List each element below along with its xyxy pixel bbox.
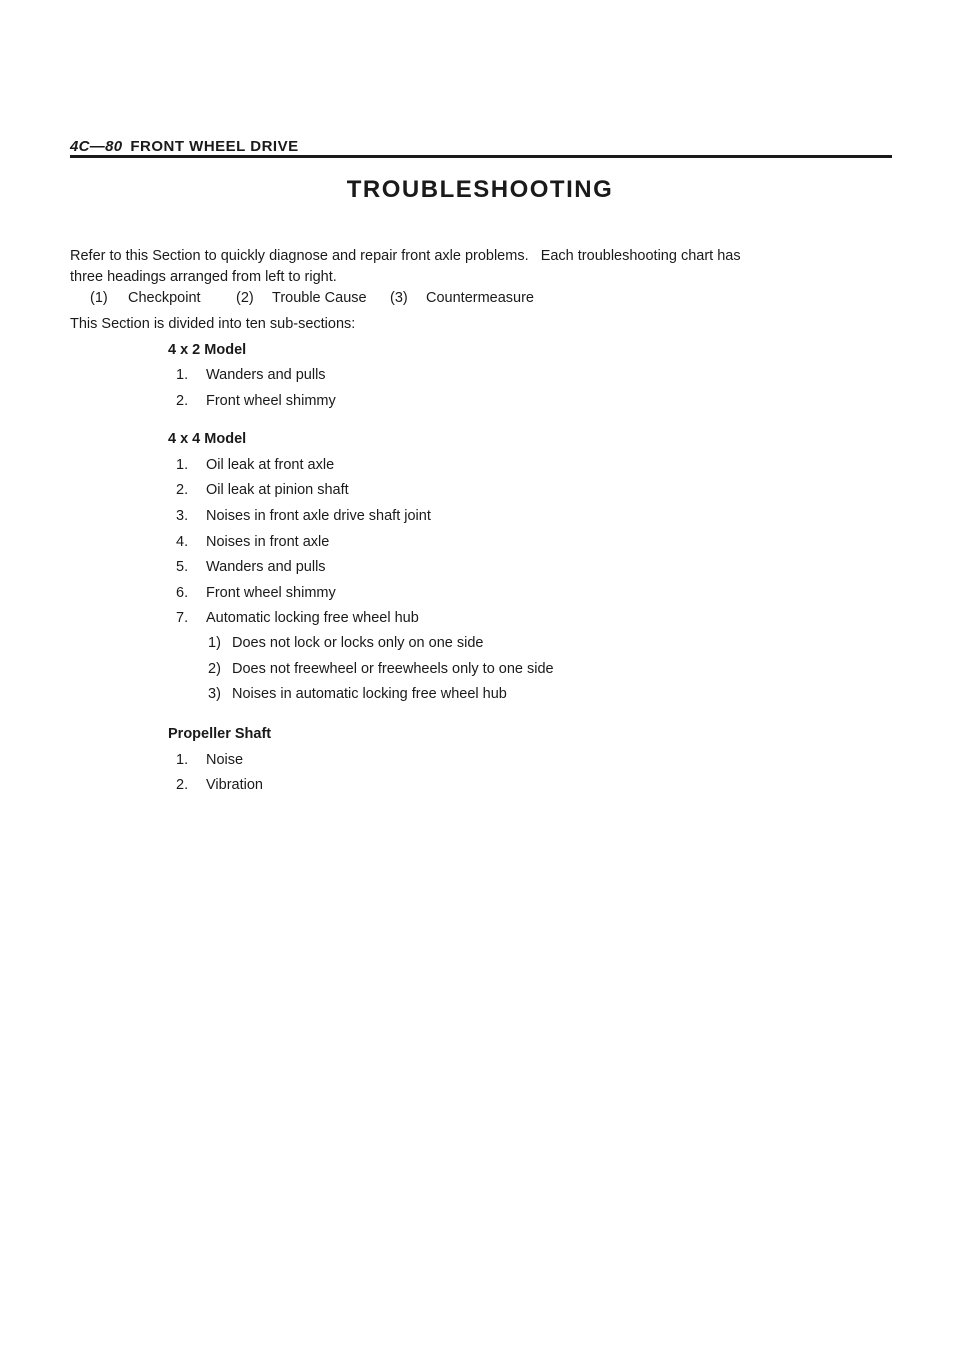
- item-number: 5.: [176, 559, 189, 575]
- chart-headings: [90, 290, 534, 306]
- heading-label: Countermeasure: [426, 290, 534, 306]
- item-number: 1.: [176, 367, 189, 383]
- item-label: Noises in front axle drive shaft joint: [206, 508, 431, 524]
- item-label: Noises in front axle: [206, 534, 330, 550]
- list-item: [176, 534, 329, 550]
- heading-num: (3): [390, 290, 408, 306]
- heading-label: Trouble Cause: [272, 290, 367, 306]
- item-label: Automatic locking free wheel hub: [206, 610, 419, 626]
- item-number: 3.: [176, 508, 189, 524]
- subitem-number: 1): [208, 635, 221, 651]
- list-subitem: [208, 635, 483, 651]
- item-number: 2.: [176, 777, 189, 793]
- item-label: Oil leak at pinion shaft: [206, 482, 349, 498]
- subitem-label: Noises in automatic locking free wheel hub: [232, 686, 507, 702]
- item-label: Noise: [206, 752, 244, 768]
- page-header: [70, 138, 892, 156]
- subitem-label: Does not lock or locks only on one side: [232, 635, 484, 651]
- item-number: 2.: [176, 393, 189, 409]
- list-item: [176, 777, 263, 793]
- intro-line: three headings arranged from left to right.: [70, 269, 337, 285]
- item-number: 1.: [176, 752, 189, 768]
- list-subitem: [208, 686, 507, 702]
- list-item: [176, 367, 326, 383]
- list-item: [176, 610, 419, 626]
- item-label: Vibration: [206, 777, 263, 793]
- subsections-intro: This Section is divided into ten sub-sections:: [70, 316, 356, 332]
- list-item: [176, 585, 336, 601]
- heading-num: (1): [90, 290, 108, 306]
- item-number: 1.: [176, 457, 189, 473]
- subitem-label: Does not freewheel or freewheels only to one side: [232, 661, 554, 677]
- list-item: [176, 508, 431, 524]
- section-title: FRONT WHEEL DRIVE: [130, 138, 299, 155]
- intro-paragraph: [70, 246, 900, 288]
- item-label: Oil leak at front axle: [206, 457, 335, 473]
- item-label: Wanders and pulls: [206, 367, 326, 383]
- list-item: [176, 482, 349, 498]
- group-title: Propeller Shaft: [168, 726, 272, 742]
- group-title: 4 x 2 Model: [168, 342, 247, 358]
- heading-label: Checkpoint: [128, 290, 201, 306]
- list-item: [176, 559, 326, 575]
- page-title: TROUBLESHOOTING: [346, 176, 614, 203]
- subitem-number: 2): [208, 661, 221, 677]
- list-subitem: [208, 661, 554, 677]
- page-number: 4C—80: [70, 138, 123, 155]
- item-number: 4.: [176, 534, 189, 550]
- item-number: 6.: [176, 585, 189, 601]
- heading-num: (2): [236, 290, 254, 306]
- list-item: [176, 457, 334, 473]
- item-label: Wanders and pulls: [206, 559, 326, 575]
- intro-line: Refer to this Section to quickly diagnose and repair front axle problems. Each troubleshooting chart has: [70, 248, 741, 264]
- item-label: Front wheel shimmy: [206, 585, 336, 601]
- group-title: 4 x 4 Model: [168, 431, 247, 447]
- subitem-number: 3): [208, 686, 221, 702]
- item-number: 7.: [176, 610, 189, 626]
- item-number: 2.: [176, 482, 189, 498]
- list-item: [176, 752, 243, 768]
- header-rule: [70, 155, 892, 158]
- item-label: Front wheel shimmy: [206, 393, 336, 409]
- list-item: [176, 393, 336, 409]
